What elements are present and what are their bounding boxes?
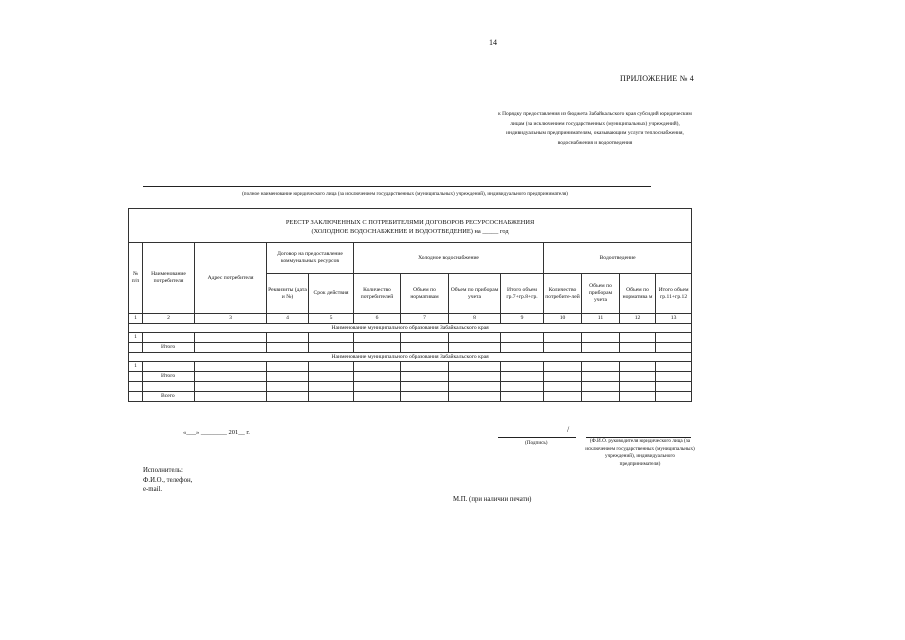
header-cw-meter: Объем по приборам учета [449, 274, 501, 314]
column-number: 1 [129, 314, 143, 324]
grand-total-row [129, 392, 692, 402]
subtotal-label: Итого [143, 343, 195, 353]
header-contract: Договор на предоставление коммунальных ресурсов [267, 243, 354, 274]
table-row [129, 362, 692, 372]
header-sw-total: Итого объем гр.11+гр.12 [656, 274, 692, 314]
table-title [129, 209, 692, 243]
header-sw-count: Количество потребите-лей [544, 274, 582, 314]
municipality-label: Наименование муниципального образования Забайкальского края [129, 353, 692, 362]
signature-slash: / [567, 425, 570, 434]
date-line: «___» ________ 201__ г. [183, 429, 250, 436]
header-term: Срок действия [309, 274, 354, 314]
column-number: 8 [449, 314, 501, 324]
row-number: 1 [129, 362, 143, 372]
header-cw-norm: Объем по нормативам [401, 274, 449, 314]
appendix-heading: ПРИЛОЖЕНИЕ № 4 [620, 74, 694, 83]
name-caption: (полное наименование юридического лица (за исключением государственных (муниципальных) учреждений), индивидуального предпринимателя) [242, 191, 568, 197]
fio-caption: (Ф.И.О. руководителя юридического лица (за исключением государственных (муниципальных) учреждений), индивидуального предпринимателя) [585, 438, 695, 467]
header-num: № п/п [129, 243, 143, 314]
name-line [143, 186, 651, 187]
column-number: 7 [401, 314, 449, 324]
header-address: Адрес потребителя [195, 243, 267, 314]
header-requisites: Реквизиты (дата и №) [267, 274, 309, 314]
column-number: 6 [354, 314, 401, 324]
reference-text: к Порядку предоставления из бюджета Забайкальского края субсидий юридическим лицам (за исключением государственных (муниципальных) учреждений), индивидуальным предпринимателям, оказывающим услуги теплоснабжения, водоснабжения и водоотведения [498, 111, 692, 146]
executor-label: Исполнитель: [143, 467, 183, 474]
signature-line [498, 437, 576, 438]
signature-caption: (Подпись) [525, 440, 548, 446]
column-number: 4 [267, 314, 309, 324]
empty-row [129, 382, 692, 392]
column-number: 10 [544, 314, 582, 324]
column-number: 2 [143, 314, 195, 324]
column-numbers-row [129, 314, 692, 324]
grand-total-label: Всего [143, 392, 195, 402]
header-sw-meter: Объем по приборам учета [582, 274, 620, 314]
executor-block [143, 466, 192, 495]
municipality-label: Наименование муниципального образования Забайкальского края [129, 324, 692, 333]
header-cw-count: Количество потребителей [354, 274, 401, 314]
registry-table [128, 208, 692, 402]
table-title-line1: РЕЕСТР ЗАКЛЮЧЕННЫХ С ПОТРЕБИТЕЛЯМИ ДОГОВОРОВ РЕСУРСОСНАБЖЕНИЯ [285, 218, 535, 226]
column-number: 12 [620, 314, 656, 324]
header-name: Наименование потребителя [143, 243, 195, 314]
header-sewage: Водоотведение [544, 243, 692, 274]
executor-contacts: Ф.И.О., телефон, [143, 476, 193, 484]
column-number: 5 [309, 314, 354, 324]
subtotal-row [129, 372, 692, 382]
column-number: 13 [656, 314, 692, 324]
page-number: 14 [489, 38, 497, 47]
column-number: 11 [582, 314, 620, 324]
header-cold-water: Холодное водоснабжение [354, 243, 544, 274]
column-number: 9 [501, 314, 544, 324]
column-number: 3 [195, 314, 267, 324]
table-title-line2: (ХОЛОДНОЕ ВОДОСНАБЖЕНИЕ И ВОДООТВЕДЕНИЕ) на _____ год [311, 227, 509, 235]
header-sw-norm: Объем по норматива м [620, 274, 656, 314]
header-cw-total: Итого объем гр.7+гр.8+гр. [501, 274, 544, 314]
subtotal-row [129, 343, 692, 353]
subtotal-label: Итого [143, 372, 195, 382]
row-number: 1 [129, 333, 143, 343]
table-row [129, 333, 692, 343]
stamp-note: М.П. (при наличии печати) [453, 496, 532, 503]
executor-email: e-mail. [143, 486, 163, 493]
